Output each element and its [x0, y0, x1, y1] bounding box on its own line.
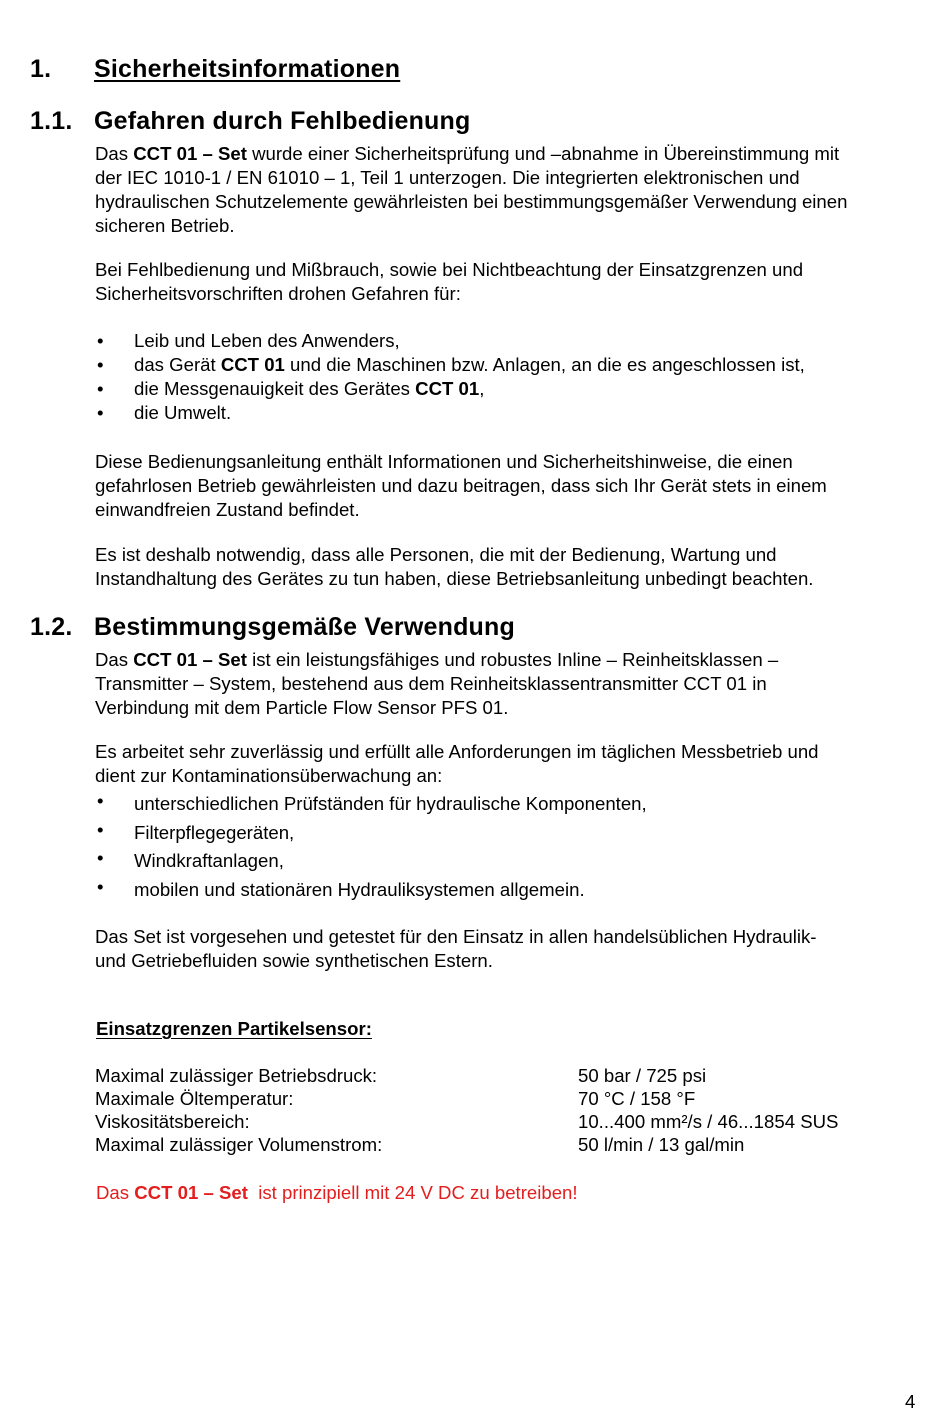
section-1-1-paragraph-3 [95, 450, 925, 522]
text-line: Verbindung mit dem Particle Flow Sensor PFS 01. [95, 697, 509, 718]
section-1-1-title: Gefahren durch Fehlbedienung [94, 107, 471, 135]
section-1-2-paragraph-2 [95, 740, 925, 788]
limits-heading-text: Einsatzgrenzen Partikelsensor: [96, 1018, 372, 1039]
list-item [95, 792, 925, 821]
list-item-text [134, 353, 805, 377]
bullet-icon: • [97, 330, 104, 351]
product-name: CCT 01 [415, 378, 480, 399]
list-item [95, 849, 925, 878]
list-item-text: mobilen und stationären Hydrauliksystemen allgemein. [134, 878, 585, 900]
section-1-1-number: 1.1. [30, 107, 73, 135]
list-item-text: unterschiedlichen Prüfständen für hydraulische Komponenten, [134, 793, 647, 814]
text-run: ist ein leistungsfähiges und robustes Inline – Reinheitsklassen – [246, 649, 779, 670]
limits-row [0, 1133, 950, 1157]
limits-row-value: 50 bar / 725 psi [578, 1065, 707, 1086]
list-item [95, 329, 925, 353]
limits-table [0, 1064, 950, 1160]
text-line: sicheren Betrieb. [95, 215, 235, 236]
section-1-2-title: Bestimmungsgemäße Verwendung [94, 613, 515, 641]
text-run: das Gerät [134, 354, 221, 375]
bullet-icon: • [97, 790, 104, 811]
bullet-icon: • [97, 354, 104, 375]
text-run: die Messgenauigkeit des Gerätes [134, 378, 416, 399]
list-item-text: Windkraftanlagen, [134, 850, 284, 871]
section-1-1-heading [30, 107, 730, 139]
text-run: und die Maschinen bzw. Anlagen, an die es angeschlossen ist, [284, 354, 805, 375]
product-name: CCT 01 – Set [133, 143, 247, 164]
limits-heading [96, 1017, 372, 1041]
list-item [95, 818, 925, 850]
text-run: Das [95, 649, 134, 670]
limits-row-value: 50 l/min / 13 gal/min [578, 1134, 745, 1155]
limits-row-value: 10...400 mm²/s / 46...1854 SUS [578, 1111, 839, 1132]
text-line: Es arbeitet sehr zuverlässig und erfüllt alle Anforderungen im täglichen Messbetrieb und [95, 741, 819, 762]
list-item [95, 401, 925, 425]
operating-voltage-warning [96, 1181, 578, 1205]
text-line: hydraulischen Schutzelemente gewährleisten bei bestimmungsgemäßer Verwendung einen [95, 191, 848, 212]
text-line: dient zur Kontaminationsüberwachung an: [95, 765, 443, 786]
product-name: CCT 01 [220, 354, 285, 375]
text-line: Das Set ist vorgesehen und getestet für den Einsatz in allen handelsüblichen Hydraulik- [95, 926, 817, 947]
text-line: einwandfreien Zustand befindet. [95, 499, 360, 520]
text-line: Es ist deshalb notwendig, dass alle Personen, die mit der Bedienung, Wartung und [95, 544, 777, 565]
list-item-text: die Umwelt. [134, 402, 232, 423]
text-line [95, 142, 925, 166]
section-1-title: Sicherheitsinformationen [94, 55, 401, 83]
section-1-1-paragraph-4 [95, 543, 925, 591]
limits-row-label: Maximal zulässiger Volumenstrom: [95, 1134, 383, 1155]
bullet-icon: • [97, 847, 104, 868]
list-item-text [134, 377, 484, 401]
text-line: Sicherheitsvorschriften drohen Gefahren für: [95, 283, 461, 304]
limits-row [0, 1110, 950, 1134]
bullet-icon: • [97, 875, 104, 897]
list-item [95, 353, 925, 377]
section-1-2-paragraph-3 [95, 925, 925, 973]
list-item [95, 377, 925, 401]
product-name: CCT 01 – Set [133, 649, 247, 670]
limits-row-value: 70 °C / 158 °F [578, 1088, 696, 1109]
limits-row-label: Viskositätsbereich: [95, 1111, 250, 1132]
text-run: Das [95, 143, 134, 164]
text-run: ist prinzipiell mit 24 V DC zu betreiben! [247, 1182, 578, 1203]
text-run: wurde einer Sicherheitsprüfung und –abnahme in Übereinstimmung mit [246, 143, 840, 164]
text-line: Diese Bedienungsanleitung enthält Informationen und Sicherheitshinweise, die einen [95, 451, 793, 472]
limits-row-label: Maximal zulässiger Betriebsdruck: [95, 1065, 378, 1086]
list-item-text: Leib und Leben des Anwenders, [134, 330, 400, 351]
text-line: und Getriebefluiden sowie synthetischen Estern. [95, 950, 493, 971]
section-1-1-bullet-list [95, 329, 925, 425]
limits-row [0, 1064, 950, 1088]
list-item-text: Filterpflegegeräten, [134, 821, 295, 843]
page-number: 4 [905, 1391, 916, 1412]
text-line [95, 648, 925, 672]
section-1-1-paragraph-2 [95, 258, 925, 306]
bullet-icon: • [97, 378, 104, 399]
product-name: CCT 01 – Set [134, 1182, 248, 1203]
section-1-2-number: 1.2. [30, 613, 73, 641]
text-line: Transmitter – System, bestehend aus dem Reinheitsklassentransmitter CCT 01 in [95, 673, 767, 694]
text-line: Instandhaltung des Gerätes zu tun haben, diese Betriebsanleitung unbedingt beachten. [95, 568, 814, 589]
section-1-1-paragraph-1 [95, 142, 925, 238]
text-line: gefahrlosen Betrieb gewährleisten und dazu beitragen, dass sich Ihr Gerät stets in einem [95, 475, 827, 496]
text-run: Das [96, 1182, 135, 1203]
section-1-2-paragraph-1 [95, 648, 925, 720]
bullet-icon: • [97, 818, 104, 840]
text-run: , [479, 378, 485, 399]
section-1-2-bullet-list [95, 792, 925, 906]
section-1-number: 1. [30, 55, 52, 83]
limits-row-label: Maximale Öltemperatur: [95, 1088, 294, 1109]
list-item [95, 875, 925, 907]
bullet-icon: • [97, 402, 104, 423]
text-line: der IEC 1010-1 / EN 61010 – 1, Teil 1 unterzogen. Die integrierten elektronischen und [95, 167, 800, 188]
limits-row [0, 1087, 950, 1111]
text-line: Bei Fehlbedienung und Mißbrauch, sowie bei Nichtbeachtung der Einsatzgrenzen und [95, 259, 804, 280]
section-1-heading [30, 55, 630, 87]
section-1-2-heading [30, 613, 730, 645]
